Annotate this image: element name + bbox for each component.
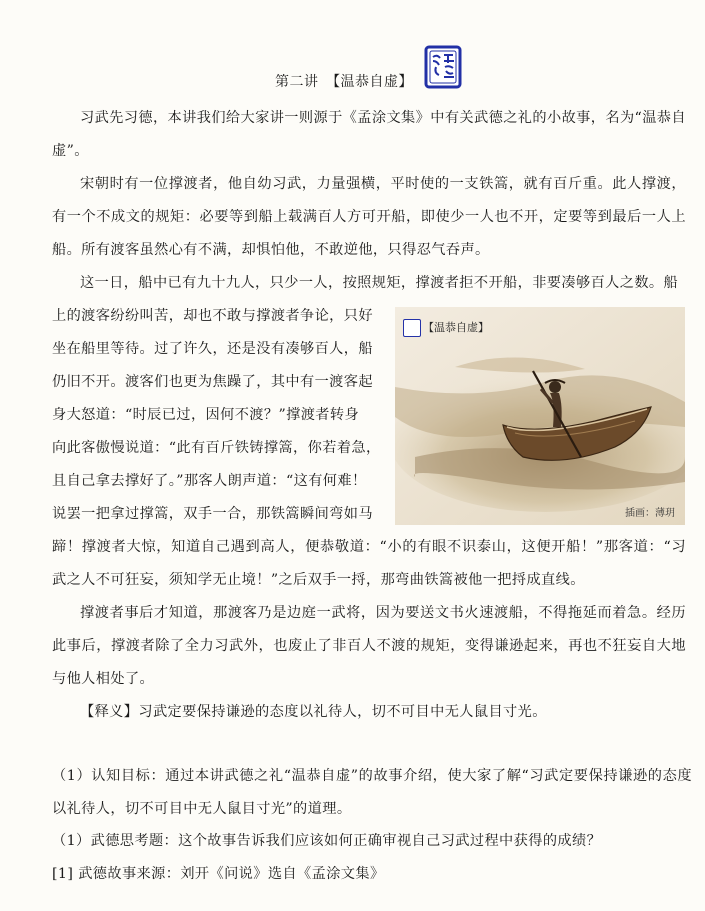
story-line: 且自己拿去撑好了。”那客人朗声道：“这有何难！ xyxy=(52,473,367,489)
note-cognitive-goal: （1）认知目标：通过本讲武德之礼“温恭自虚”的故事介绍，使大家了解“习武定要保持谦逊的态度以礼待人，切不可目中无人鼠目寸光”的道理。 xyxy=(52,768,692,817)
illustration-title: 【温恭自虚】 xyxy=(423,321,489,334)
ferryman-boat-icon xyxy=(395,307,685,525)
paragraph-explanation: 【释义】习武定要保持谦逊的态度以礼待人，切不可目中无人鼠目寸光。 xyxy=(80,704,547,720)
illustration-credit: 插画：薄玥 xyxy=(625,508,675,519)
seal-stamp-icon xyxy=(424,45,462,89)
illustration-caption xyxy=(403,319,489,337)
paragraph-story-2-end: 蹄！撑渡者大惊，知道自己遇到高人，便恭敬道：“小的有眼不识泰山，这便开船！”那客道：“习武之人不可狂妄，须知学无止境！”之后双手一捋，那弯曲铁篙被他一把捋成直线。 xyxy=(52,539,686,588)
seal-stamp-icon xyxy=(403,319,421,337)
story-line: 坐在船里等待。过了许久，还是没有凑够百人，船 xyxy=(52,341,373,357)
story-line: 说罢一把拿过撑篙，双手一合，那铁篙瞬间弯如马 xyxy=(52,506,373,522)
title-block xyxy=(0,44,705,92)
paragraph-story-1: 宋朝时有一位撑渡者，他自幼习武，力量强横，平时使的一支铁篙，就有百斤重。此人撑渡，有一个不成文的规矩：必要等到船上载满百人方可开船，即使少一人也不开，定要等到最后一人上船。所有渡客虽然心有不满，却惧怕他，不敢逆他，只得忍气吞声。 xyxy=(52,176,686,258)
paragraph-story-3: 撑渡者事后才知道，那渡客乃是边庭一武将，因为要送文书火速渡船，不得拖延而着急。经历此事后，撑渡者除了全力习武外，也废止了非百人不渡的规矩，变得谦逊起来，再也不狂妄自大地与他人相处了。 xyxy=(52,605,686,687)
story-line: 身大怒道：“时辰已过，因何不渡？”撑渡者转身 xyxy=(52,407,360,423)
story-line: 上的渡客纷纷叫苦，却也不敢与撑渡者争论，只好 xyxy=(52,308,373,324)
story-line: 向此客傲慢说道：“此有百斤铁铸撑篙，你若着急， xyxy=(52,440,381,456)
note-source: [1] 武德故事来源：刘开《问说》选自《孟涂文集》 xyxy=(52,866,385,882)
note-question: （1）武德思考题：这个故事告诉我们应该如何正确审视自己习武过程中获得的成绩？ xyxy=(52,833,602,849)
boat-illustration xyxy=(395,307,685,525)
story-line: 仍旧不开。渡客们也更为焦躁了，其中有一渡客起 xyxy=(52,374,373,390)
lecture-title: 第二讲 【温恭自虚】 xyxy=(275,74,413,90)
paragraph-story-2-start: 这一日，船中已有九十九人，只少一人，按照规矩，撑渡者拒不开船，非要凑够百人之数。船 xyxy=(80,275,679,291)
paragraph-intro: 习武先习德，本讲我们给大家讲一则源于《孟涂文集》中有关武德之礼的小故事，名为“温恭自虚”。 xyxy=(52,110,686,159)
